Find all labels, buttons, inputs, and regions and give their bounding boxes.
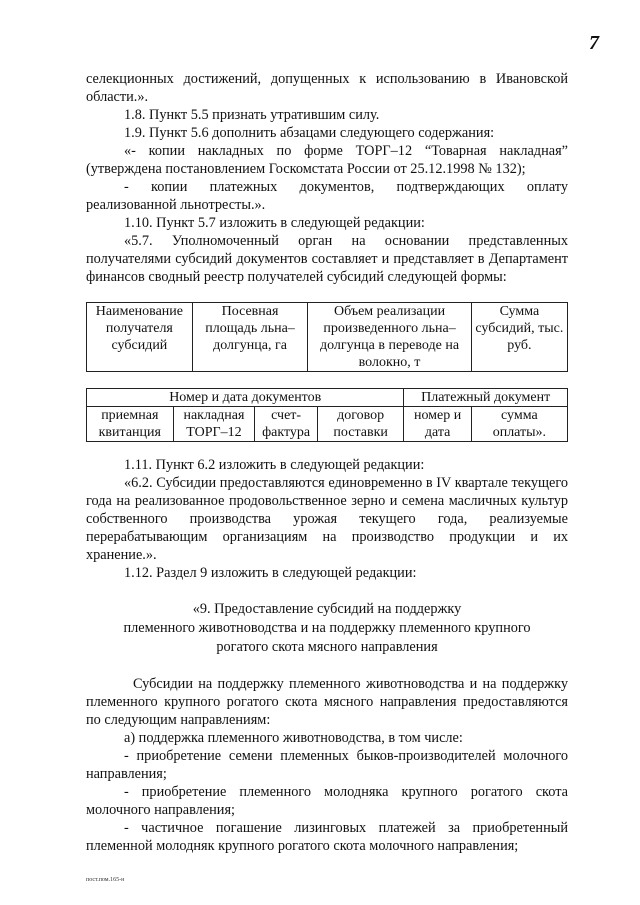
paragraph: «6.2. Субсидии предоставляются единовременно в IV квартале текущего года на реализованное продовольственное зерно и семена масличных культур собственного производства урожая текущего года, реализуемые перерабатывающим организациям на производство продукции и их хранение.». xyxy=(86,475,568,563)
list-item: - частичное погашение лизинговых платежей за приобретенный племенной молодняк крупного рогатого скота молочного направления; xyxy=(86,820,568,854)
document-body xyxy=(86,70,568,855)
table-header-cell: сумма оплаты». xyxy=(471,407,567,442)
list-item: - приобретение семени племенных быков-производителей молочного направления; xyxy=(86,748,568,782)
paragraph: 1.11. Пункт 6.2 изложить в следующей редакции: xyxy=(124,457,425,473)
paragraph: 1.10. Пункт 5.7 изложить в следующей редакции: xyxy=(124,215,425,231)
table-header-cell: Наименование получателя субсидий xyxy=(87,303,193,372)
table-header-cell: Посевная площадь льна–долгунца, га xyxy=(192,303,307,372)
paragraph: селекционных достижений, допущенных к использованию в Ивановской области.». xyxy=(86,71,568,105)
paragraph: - копии платежных документов, подтверждающих оплату реализованной льнотресты.». xyxy=(86,179,568,213)
paragraph: «- копии накладных по форме ТОРГ–12 “Товарная накладная” (утверждена постановлением Госкомстата России от 25.12.1998 № 132); xyxy=(86,143,568,177)
paragraph: «5.7. Уполномоченный орган на основании представленных получателями субсидий документов составляет и представляет в Департамент финансов сводный реестр получателей субсидий следующей формы: xyxy=(86,233,568,285)
registry-table xyxy=(86,302,568,372)
section-heading-line: рогатого скота мясного направления xyxy=(216,639,438,655)
table-header-cell: Объем реализации произведенного льна–долгунца в переводе на волокно, т xyxy=(308,303,472,372)
section-heading-line: «9. Предоставление субсидий на поддержку xyxy=(192,601,462,617)
page-number: 7 xyxy=(589,32,599,54)
table-header-cell: договор поставки xyxy=(317,407,404,442)
table-group-header: Платежный документ xyxy=(404,389,568,407)
table-header-cell: накладная ТОРГ–12 xyxy=(173,407,255,442)
table-header-cell: номер и дата xyxy=(404,407,471,442)
paragraph: 1.8. Пункт 5.5 признать утратившим силу. xyxy=(124,107,380,123)
section-heading xyxy=(86,600,568,657)
paragraph: а) поддержка племенного животноводства, в том числе: xyxy=(124,730,463,746)
footer-code: пост.пом.165-н xyxy=(86,877,125,883)
paragraph: 1.12. Раздел 9 изложить в следующей редакции: xyxy=(124,565,417,581)
table-header-cell: приемная квитанция xyxy=(87,407,174,442)
section-heading-line: племенного животноводства и на поддержку племенного крупного xyxy=(123,620,531,636)
paragraph: Субсидии на поддержку племенного животноводства и на поддержку племенного крупного рогатого скота мясного направления предоставляются по следующим направлениям: xyxy=(86,676,568,728)
list-item: - приобретение племенного молодняка крупного рогатого скота молочного направления; xyxy=(86,784,568,818)
table-group-header: Номер и дата документов xyxy=(87,389,404,407)
table-header-cell: счет-фактура xyxy=(255,407,318,442)
paragraph: 1.9. Пункт 5.6 дополнить абзацами следующего содержания: xyxy=(124,125,495,141)
documents-table xyxy=(86,388,568,442)
table-header-cell: Сумма субсидий, тыс. руб. xyxy=(471,303,567,372)
